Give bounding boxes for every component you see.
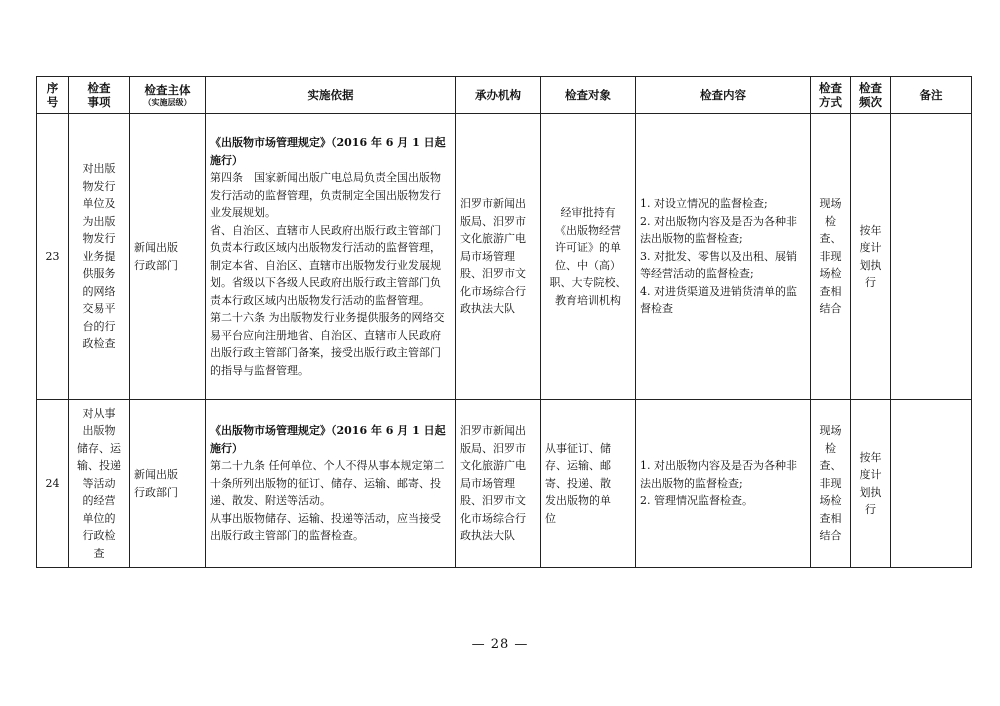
basis-para: 第二十六条 为出版物发行业务提供服务的网络交易平台应向注册地省、自治区、直辖市人民政府出版行政主管部门备案，接受出版行政主管部门的指导与监督管理。	[210, 311, 445, 377]
row-method: 现场 检查、 非现 场检 查相 结合	[811, 400, 851, 568]
header-basis: 实施依据	[206, 77, 456, 114]
content-item: 2. 对出版物内容及是否为各种非法出版物的监督检查;	[640, 214, 797, 246]
row-note	[891, 400, 972, 568]
header-subject	[130, 77, 206, 114]
row-seq: 24	[37, 400, 69, 568]
basis-title: 《出版物市场管理规定》（2016 年 6 月 1 日起施行）	[210, 424, 446, 455]
row-org: 汨罗市新闻出 版局、汨罗市 文化旅游广电 局市场管理 股、汨罗市文 化市场综合行 政执法大队	[456, 400, 541, 568]
row-method: 现场 检查、 非现 场检 查相 结合	[811, 114, 851, 400]
row-note	[891, 114, 972, 400]
header-seq: 序 号	[37, 77, 69, 114]
row-basis	[206, 400, 456, 568]
row-item: 对出版 物发行 单位及 为出版 物发行 业务提 供服务 的网络 交易平 台的行 政检查	[69, 114, 130, 400]
basis-para: 省、自治区、直辖市人民政府出版行政主管部门负责本行政区域内出版物发行活动的监督管理，制定本省、自治区、直辖市出版物发行业发展规划。省级以下各级人民政府出版行政主管部门负责本行政区域内出版物发行活动的监督管理。	[210, 223, 441, 307]
header-subject-label: 检查主体	[144, 83, 191, 97]
content-item: 1. 对出版物内容及是否为各种非法出版物的监督检查;	[640, 459, 797, 490]
header-org: 承办机构	[456, 77, 541, 114]
content-item: 1. 对设立情况的监督检查;	[640, 197, 768, 211]
content-item: 3. 对批发、零售以及出租、展销等经营活动的监督检查;	[640, 249, 797, 281]
header-item: 检查 事项	[69, 77, 130, 114]
row-item: 对从事 出版物 储存、运 输、投递 等活动 的经营 单位的 行政检 查	[69, 400, 130, 568]
row-content	[636, 400, 811, 568]
row-freq: 按年 度计 划执 行	[851, 114, 891, 400]
header-note: 备注	[891, 77, 972, 114]
basis-title: 《出版物市场管理规定》（2016 年 6 月 1 日起施行）	[210, 136, 446, 167]
basis-para: 第二十九条 任何单位、个人不得从事本规定第二十条所列出版物的征订、储存、运输、邮寄、投递、散发、附送等活动。	[210, 459, 445, 508]
basis-para: 从事出版物储存、运输、投递等活动，应当接受出版行政主管部门的监督检查。	[210, 511, 441, 543]
page-number: — 28 —	[471, 637, 529, 652]
header-subject-sub: （实施层级）	[143, 97, 192, 107]
row-basis	[206, 114, 456, 400]
table-row-23	[37, 114, 972, 400]
inspection-table	[36, 76, 972, 568]
header-method: 检查 方式	[811, 77, 851, 114]
header-row	[37, 77, 972, 114]
row-object: 经审批持有 《出版物经营 许可证》的单 位、中（高） 职、大专院校、 教育培训机构	[541, 114, 636, 400]
header-content: 检查内容	[636, 77, 811, 114]
row-object: 从事征订、储 存、运输、邮 寄、投递、散 发出版物的单 位	[541, 400, 636, 568]
row-subject: 新闻出版 行政部门	[130, 114, 206, 400]
header-freq: 检查 频次	[851, 77, 891, 114]
row-content	[636, 114, 811, 400]
row-subject: 新闻出版 行政部门	[130, 400, 206, 568]
header-object: 检查对象	[541, 77, 636, 114]
content-item: 2. 管理情况监督检查。	[640, 494, 753, 508]
row-org: 汨罗市新闻出 版局、汨罗市 文化旅游广电 局市场管理 股、汨罗市文 化市场综合行 政执法大队	[456, 114, 541, 400]
row-freq: 按年 度计 划执 行	[851, 400, 891, 568]
table-row-24	[37, 400, 972, 568]
content-item: 4. 对进货渠道及进销货清单的监督检查	[640, 284, 797, 316]
row-seq: 23	[37, 114, 69, 400]
basis-para: 第四条 国家新闻出版广电总局负责全国出版物发行活动的监督管理，负责制定全国出版物发行业发展规划。	[210, 171, 441, 219]
